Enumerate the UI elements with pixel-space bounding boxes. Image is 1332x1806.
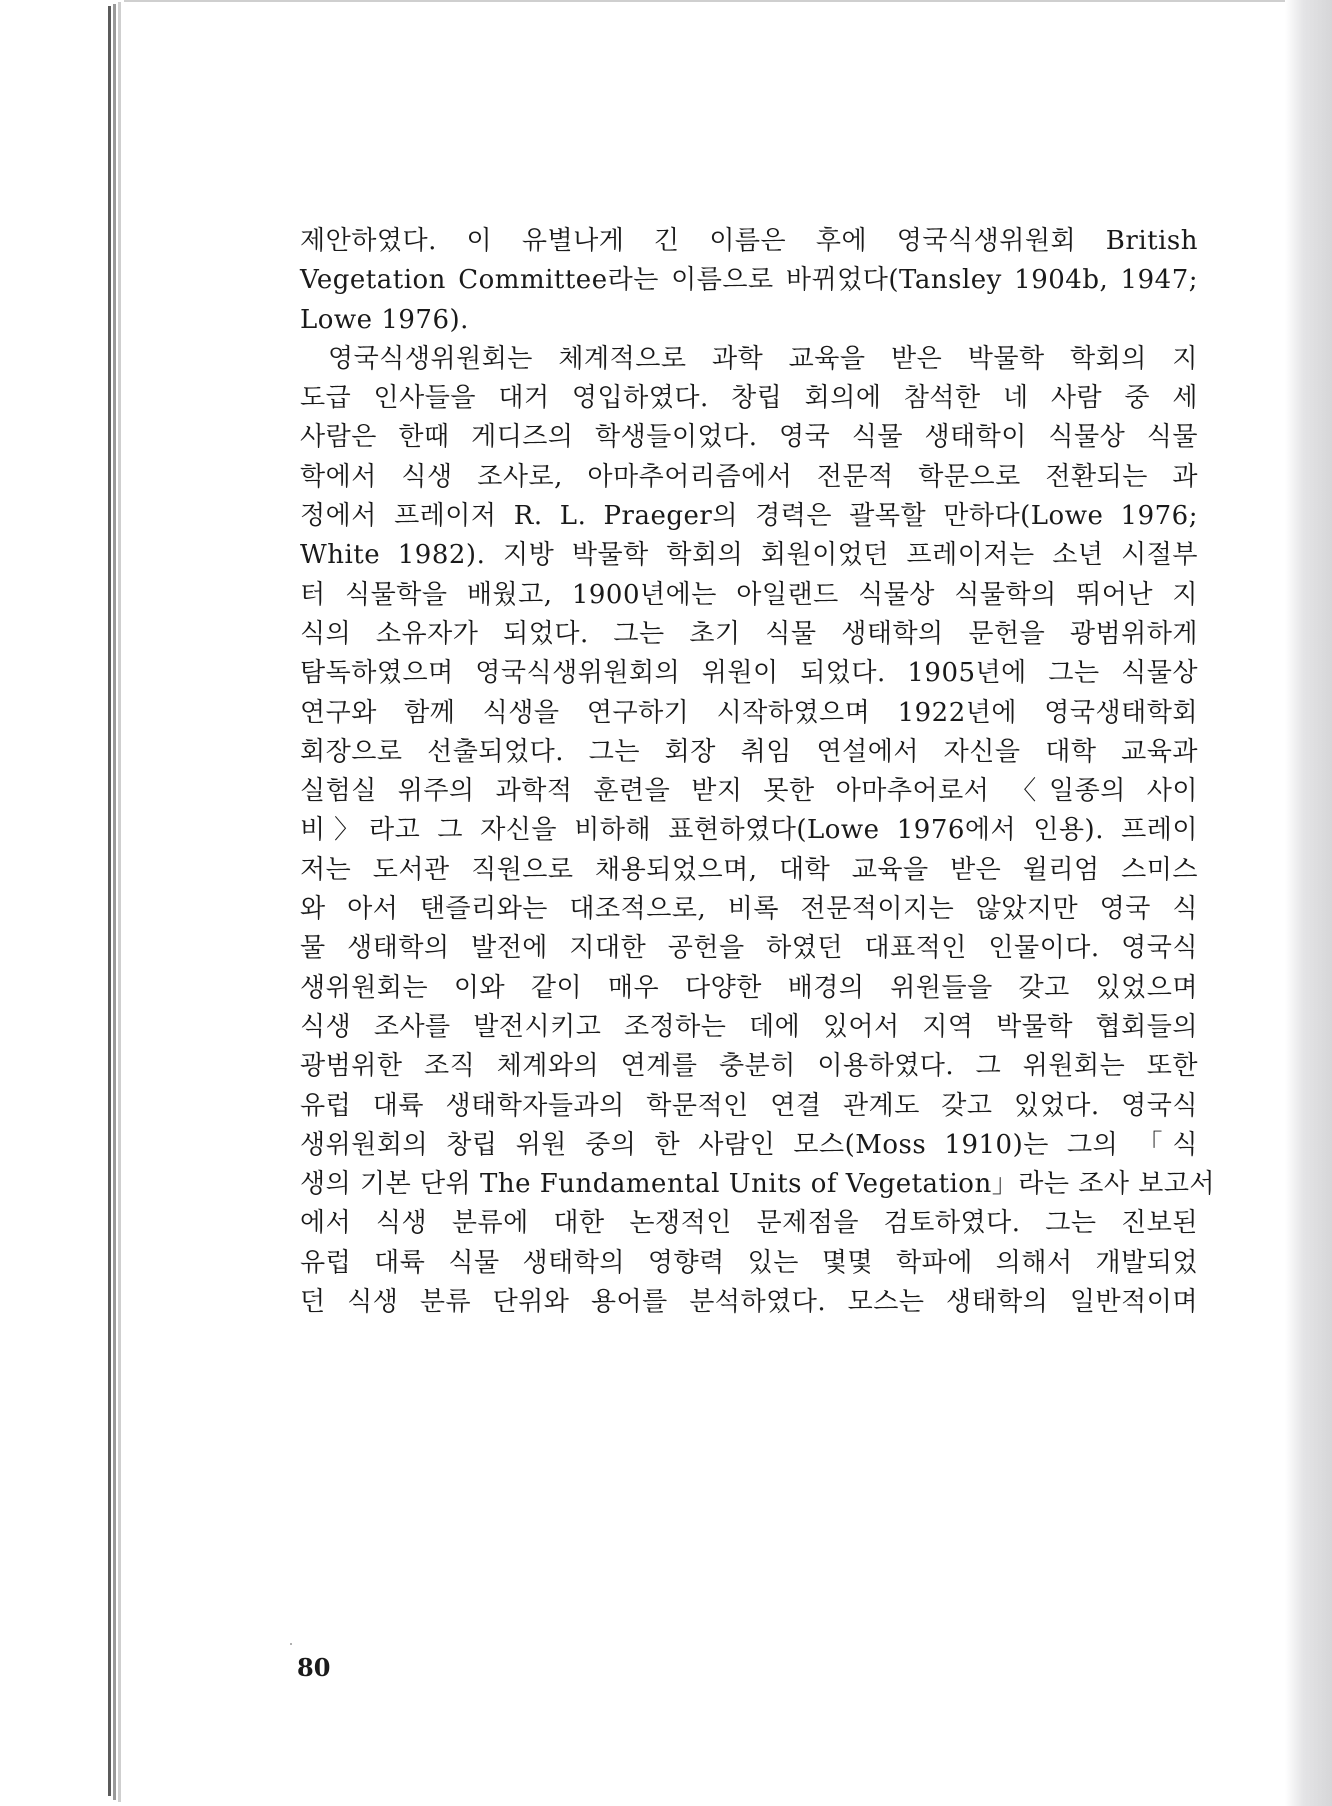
text-line: 탐독하였으며 영국식생위원회의 위원이 되었다. 1905년에 그는 식물상 bbox=[300, 658, 1198, 689]
text-line: 비〉라고 그 자신을 비하해 표현하였다(Lowe 1976에서 인용). 프레이 bbox=[300, 815, 1198, 846]
text-line: 저는 도서관 직원으로 채용되었으며, 대학 교육을 받은 윌리엄 스미스 bbox=[300, 854, 1198, 885]
page-edge bbox=[113, 4, 116, 1800]
text-line: Vegetation Committee라는 이름으로 바뀌었다(Tansley 1904b, 1947; bbox=[300, 265, 1198, 296]
text-line: 생위원회는 이와 같이 매우 다양한 배경의 위원들을 갖고 있었으며 bbox=[300, 972, 1198, 1003]
page-shadow bbox=[1285, 0, 1332, 1806]
text-line: 회장으로 선출되었다. 그는 회장 취임 연설에서 자신을 대학 교육과 bbox=[300, 736, 1198, 767]
body-text bbox=[300, 222, 1216, 1322]
page-edge bbox=[118, 2, 121, 1802]
text-line: Lowe 1976). bbox=[300, 304, 469, 335]
text-line: White 1982). 지방 박물학 학회의 회원이었던 프레이저는 소년 시절부 bbox=[300, 540, 1198, 571]
text-line: 유럽 대륙 식물 생태학의 영향력 있는 몇몇 학파에 의해서 개발되었 bbox=[300, 1247, 1198, 1278]
text-line: 유럽 대륙 생태학자들과의 학문적인 연결 관계도 갖고 있었다. 영국식 bbox=[300, 1090, 1198, 1121]
text-line: 물 생태학의 발전에 지대한 공헌을 하였던 대표적인 인물이다. 영국식 bbox=[300, 933, 1198, 964]
page-edge bbox=[108, 6, 111, 1796]
page-number: 80 bbox=[297, 1653, 331, 1682]
text-line: 광범위한 조직 체계와의 연계를 충분히 이용하였다. 그 위원회는 또한 bbox=[300, 1051, 1198, 1082]
text-line: 식의 소유자가 되었다. 그는 초기 식물 생태학의 문헌을 광범위하게 bbox=[300, 618, 1198, 649]
text-line: 영국식생위원회는 체계적으로 과학 교육을 받은 박물학 학회의 지 bbox=[328, 343, 1198, 374]
text-line: 생의 기본 단위 The Fundamental Units of Vegetation」라는 조사 보고서 bbox=[300, 1169, 1216, 1200]
text-line: 터 식물학을 배웠고, 1900년에는 아일랜드 식물상 식물학의 뛰어난 지 bbox=[300, 579, 1198, 610]
text-line: 도급 인사들을 대거 영입하였다. 창립 회의에 참석한 네 사람 중 세 bbox=[300, 383, 1198, 414]
text-line: 학에서 식생 조사로, 아마추어리즘에서 전문적 학문으로 전환되는 과 bbox=[300, 461, 1198, 492]
text-line: 실험실 위주의 과학적 훈련을 받지 못한 아마추어로서 〈일종의 사이 bbox=[300, 776, 1198, 807]
text-line: 던 식생 분류 단위와 용어를 분석하였다. 모스는 생태학의 일반적이며 bbox=[300, 1287, 1198, 1318]
text-line: 생위원회의 창립 위원 중의 한 사람인 모스(Moss 1910)는 그의 「식 bbox=[300, 1129, 1198, 1160]
text-line: 와 아서 탠즐리와는 대조적으로, 비록 전문적이지는 않았지만 영국 식 bbox=[300, 894, 1198, 925]
text-line: 연구와 함께 식생을 연구하기 시작하였으며 1922년에 영국생태학회 bbox=[300, 697, 1198, 728]
text-line: 식생 조사를 발전시키고 조정하는 데에 있어서 지역 박물학 협회들의 bbox=[300, 1011, 1198, 1042]
text-line: 정에서 프레이저 R. L. Praeger의 경력은 괄목할 만하다(Lowe 1976; bbox=[300, 501, 1198, 532]
text-line: 에서 식생 분류에 대한 논쟁적인 문제점을 검토하였다. 그는 진보된 bbox=[300, 1208, 1198, 1239]
text-line: 제안하였다. 이 유별나게 긴 이름은 후에 영국식생위원회 British bbox=[300, 226, 1198, 256]
text-line: 사람은 한때 게디즈의 학생들이었다. 영국 식물 생태학이 식물상 식물 bbox=[300, 422, 1198, 453]
scan-speck bbox=[290, 1643, 292, 1645]
